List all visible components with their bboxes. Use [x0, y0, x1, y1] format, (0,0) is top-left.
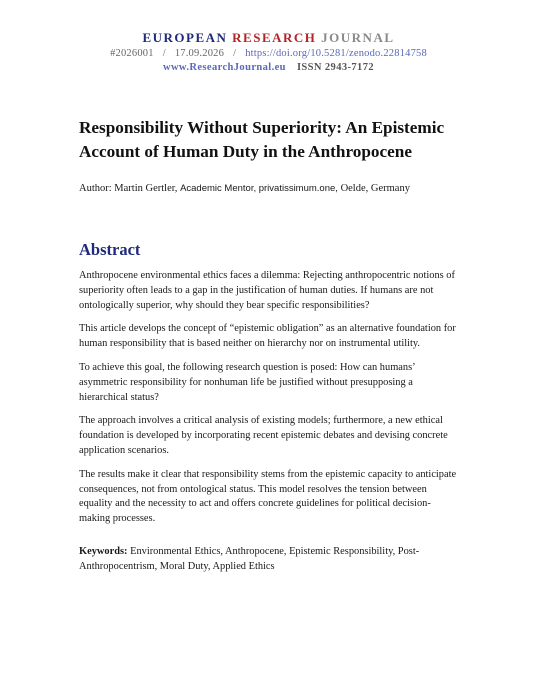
journal-name-research: RESEARCH — [232, 30, 317, 45]
abstract-heading: Abstract — [79, 240, 141, 259]
article-title: Responsibility Without Superiority: An Epistemic Account of Human Duty in the Anthropocene — [79, 118, 445, 161]
abstract-paragraph: The approach involves a critical analysis of existing models; furthermore, a new ethical foundation is developed by incorporating recent epistemic debates and devising concrete application scenarios. — [79, 415, 448, 456]
author-role: Academic Mentor, privatissimum.one, — [180, 183, 338, 194]
keywords — [79, 545, 459, 575]
keywords-label: Keywords: — [79, 546, 128, 557]
author-location: Oelde, Germany — [340, 183, 410, 194]
journal-name-european: EUROPEAN — [142, 30, 228, 45]
issn: ISSN 2943-7172 — [296, 62, 375, 73]
doi-link[interactable]: https://doi.org/10.5281/zenodo.22814758 — [245, 48, 427, 59]
keywords-text: Environmental Ethics, Anthropocene, Epistemic Responsibility, Post-Anthropocentrism, Moral Duty, Applied Ethics — [79, 546, 420, 572]
journal-header — [0, 30, 537, 74]
abstract-paragraph: Anthropocene environmental ethics faces a dilemma: Rejecting anthropocentric notions of superiority often leads to a gap in the justification of human duties. If humans are not ontologically superior, why should they bear specific responsibilities? — [79, 270, 455, 311]
abstract-paragraph: This article develops the concept of “epistemic obligation” as an alternative foundation for human responsibility that is based neither on hierarchy nor on instrumental utility. — [79, 323, 456, 350]
website-link[interactable]: www.ResearchJournal.eu — [162, 62, 286, 73]
article-id: #2026001 — [110, 48, 154, 59]
author-name: Author: Martin Gertler, — [79, 183, 178, 194]
abstract-paragraph: The results make it clear that responsibility stems from the epistemic capacity to anticipate consequences, not from ontological status. This model resolves the tension between equality and the necessity to act and offers concrete guidelines for political decision-making processes. — [79, 468, 457, 525]
article-meta-line — [0, 47, 537, 60]
publication-date: 17.09.2026 — [174, 48, 225, 59]
author-line — [79, 182, 410, 196]
abstract-section — [79, 269, 459, 536]
meta-separator: / — [162, 48, 166, 59]
abstract-paragraph: To achieve this goal, the following research question is posed: How can humans’ asymmetric responsibility for nonhuman life be justified without presupposing a hierarchical status? — [79, 361, 415, 403]
journal-site-line — [0, 61, 537, 74]
journal-name-journal: JOURNAL — [321, 30, 395, 45]
journal-name — [0, 30, 537, 46]
meta-separator: / — [233, 48, 237, 59]
